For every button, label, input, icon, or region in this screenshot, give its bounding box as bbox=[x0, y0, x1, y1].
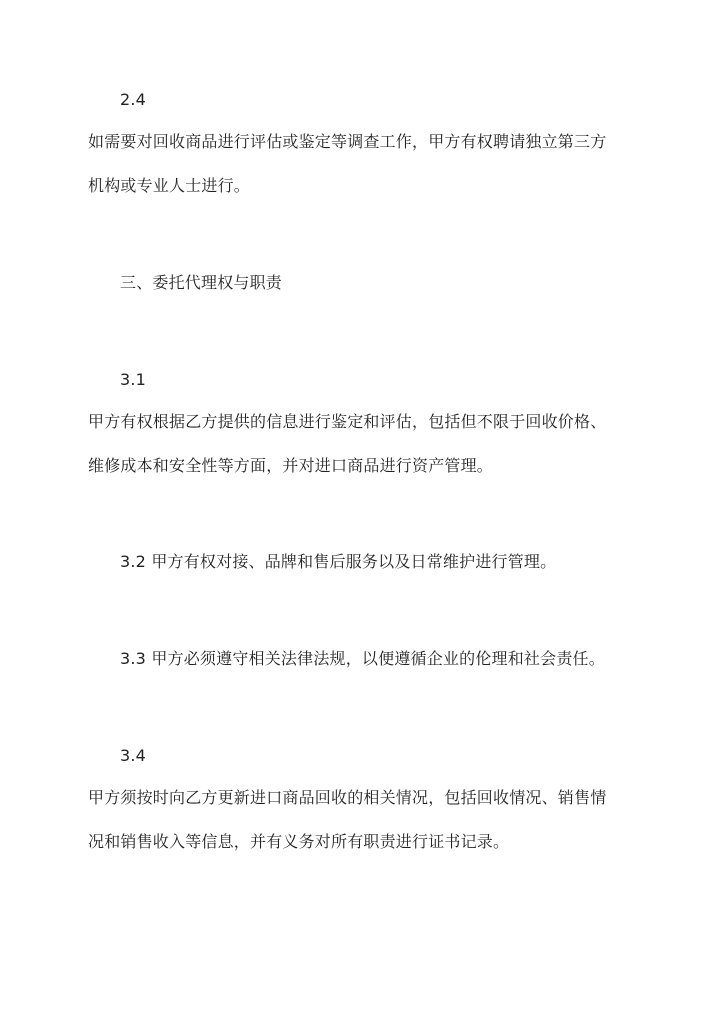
paragraph-3-2: 3.2 甲方有权对接、品牌和售后服务以及日常维护进行管理。 bbox=[120, 552, 557, 571]
section-number-3-1: 3.1 bbox=[120, 370, 147, 389]
paragraph-3-3: 3.3 甲方必须遵守相关法律法规，以便遵循企业的伦理和社会责任。 bbox=[120, 649, 605, 668]
section-number-3-4: 3.4 bbox=[120, 746, 147, 765]
paragraph-2-4-line-1: 如需要对回收商品进行评估或鉴定等调查工作，甲方有权聘请独立第三方 bbox=[88, 132, 607, 151]
section-number-2-4: 2.4 bbox=[120, 90, 147, 109]
paragraph-3-1-line-1: 甲方有权根据乙方提供的信息进行鉴定和评估，包括但不限于回收价格、 bbox=[88, 412, 607, 431]
paragraph-2-4-line-2: 机构或专业人士进行。 bbox=[88, 176, 251, 195]
paragraph-3-1-line-2: 维修成本和安全性等方面，并对进口商品进行资产管理。 bbox=[88, 456, 494, 475]
section-heading-3: 三、委托代理权与职责 bbox=[120, 273, 283, 292]
paragraph-3-4-line-1: 甲方须按时向乙方更新进口商品回收的相关情况，包括回收情况、销售情 bbox=[88, 788, 607, 807]
paragraph-3-4-line-2: 况和销售收入等信息，并有义务对所有职责进行证书记录。 bbox=[88, 832, 510, 851]
